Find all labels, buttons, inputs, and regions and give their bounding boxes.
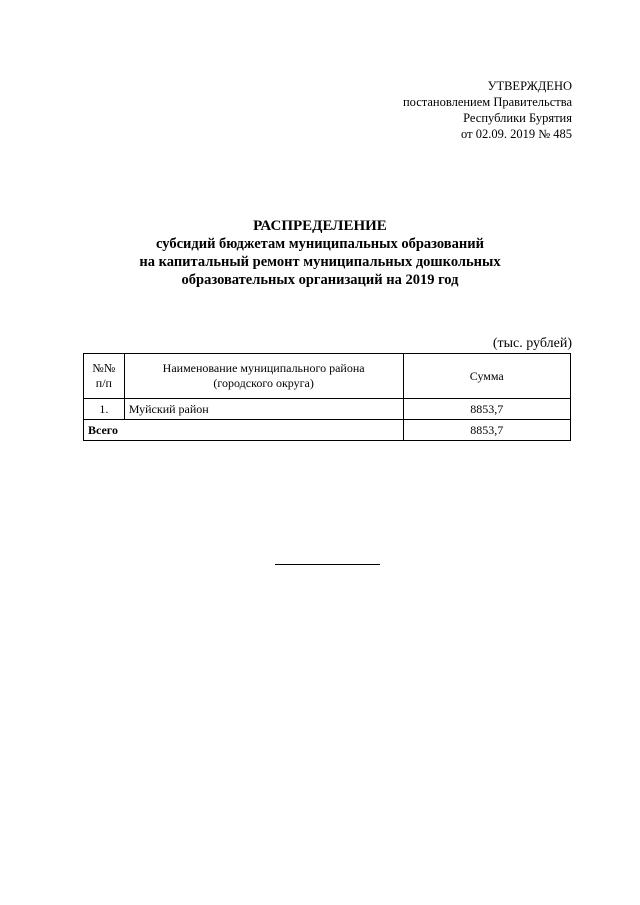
header-sum: Сумма	[403, 354, 571, 399]
title-line-2: на капитальный ремонт муниципальных дошкольных	[139, 254, 501, 270]
approval-stamp	[403, 78, 572, 142]
title-line-1: субсидий бюджетам муниципальных образований	[156, 236, 484, 252]
table-total-row	[84, 420, 571, 441]
row-name: Муйский район	[124, 399, 403, 420]
header-number-line-1: №№	[92, 361, 116, 375]
header-name-line-2: (городского округа)	[213, 376, 314, 390]
table-header-row	[84, 354, 571, 399]
total-label: Всего	[84, 420, 404, 441]
header-number-line-2: п/п	[95, 376, 112, 390]
header-name-line-1: Наименование муниципального района	[162, 361, 365, 375]
approval-republic: Республики Бурятия	[463, 111, 572, 125]
title-heading: РАСПРЕДЕЛЕНИЕ	[253, 218, 387, 234]
header-name	[124, 354, 403, 399]
header-number	[84, 354, 125, 399]
row-number: 1.	[84, 399, 125, 420]
approval-authority: постановлением Правительства	[402, 95, 572, 109]
approval-word: УТВЕРЖДЕНО	[487, 79, 572, 93]
title-line-3: образовательных организаций на 2019 год	[181, 272, 459, 288]
approval-date-number: от 02.09. 2019 № 485	[461, 127, 572, 141]
end-separator-line	[275, 564, 380, 565]
row-sum: 8853,7	[403, 399, 571, 420]
total-sum: 8853,7	[403, 420, 571, 441]
table-row	[84, 399, 571, 420]
units-label: (тыс. рублей)	[492, 336, 572, 351]
document-title	[0, 217, 640, 289]
distribution-table	[83, 353, 571, 441]
